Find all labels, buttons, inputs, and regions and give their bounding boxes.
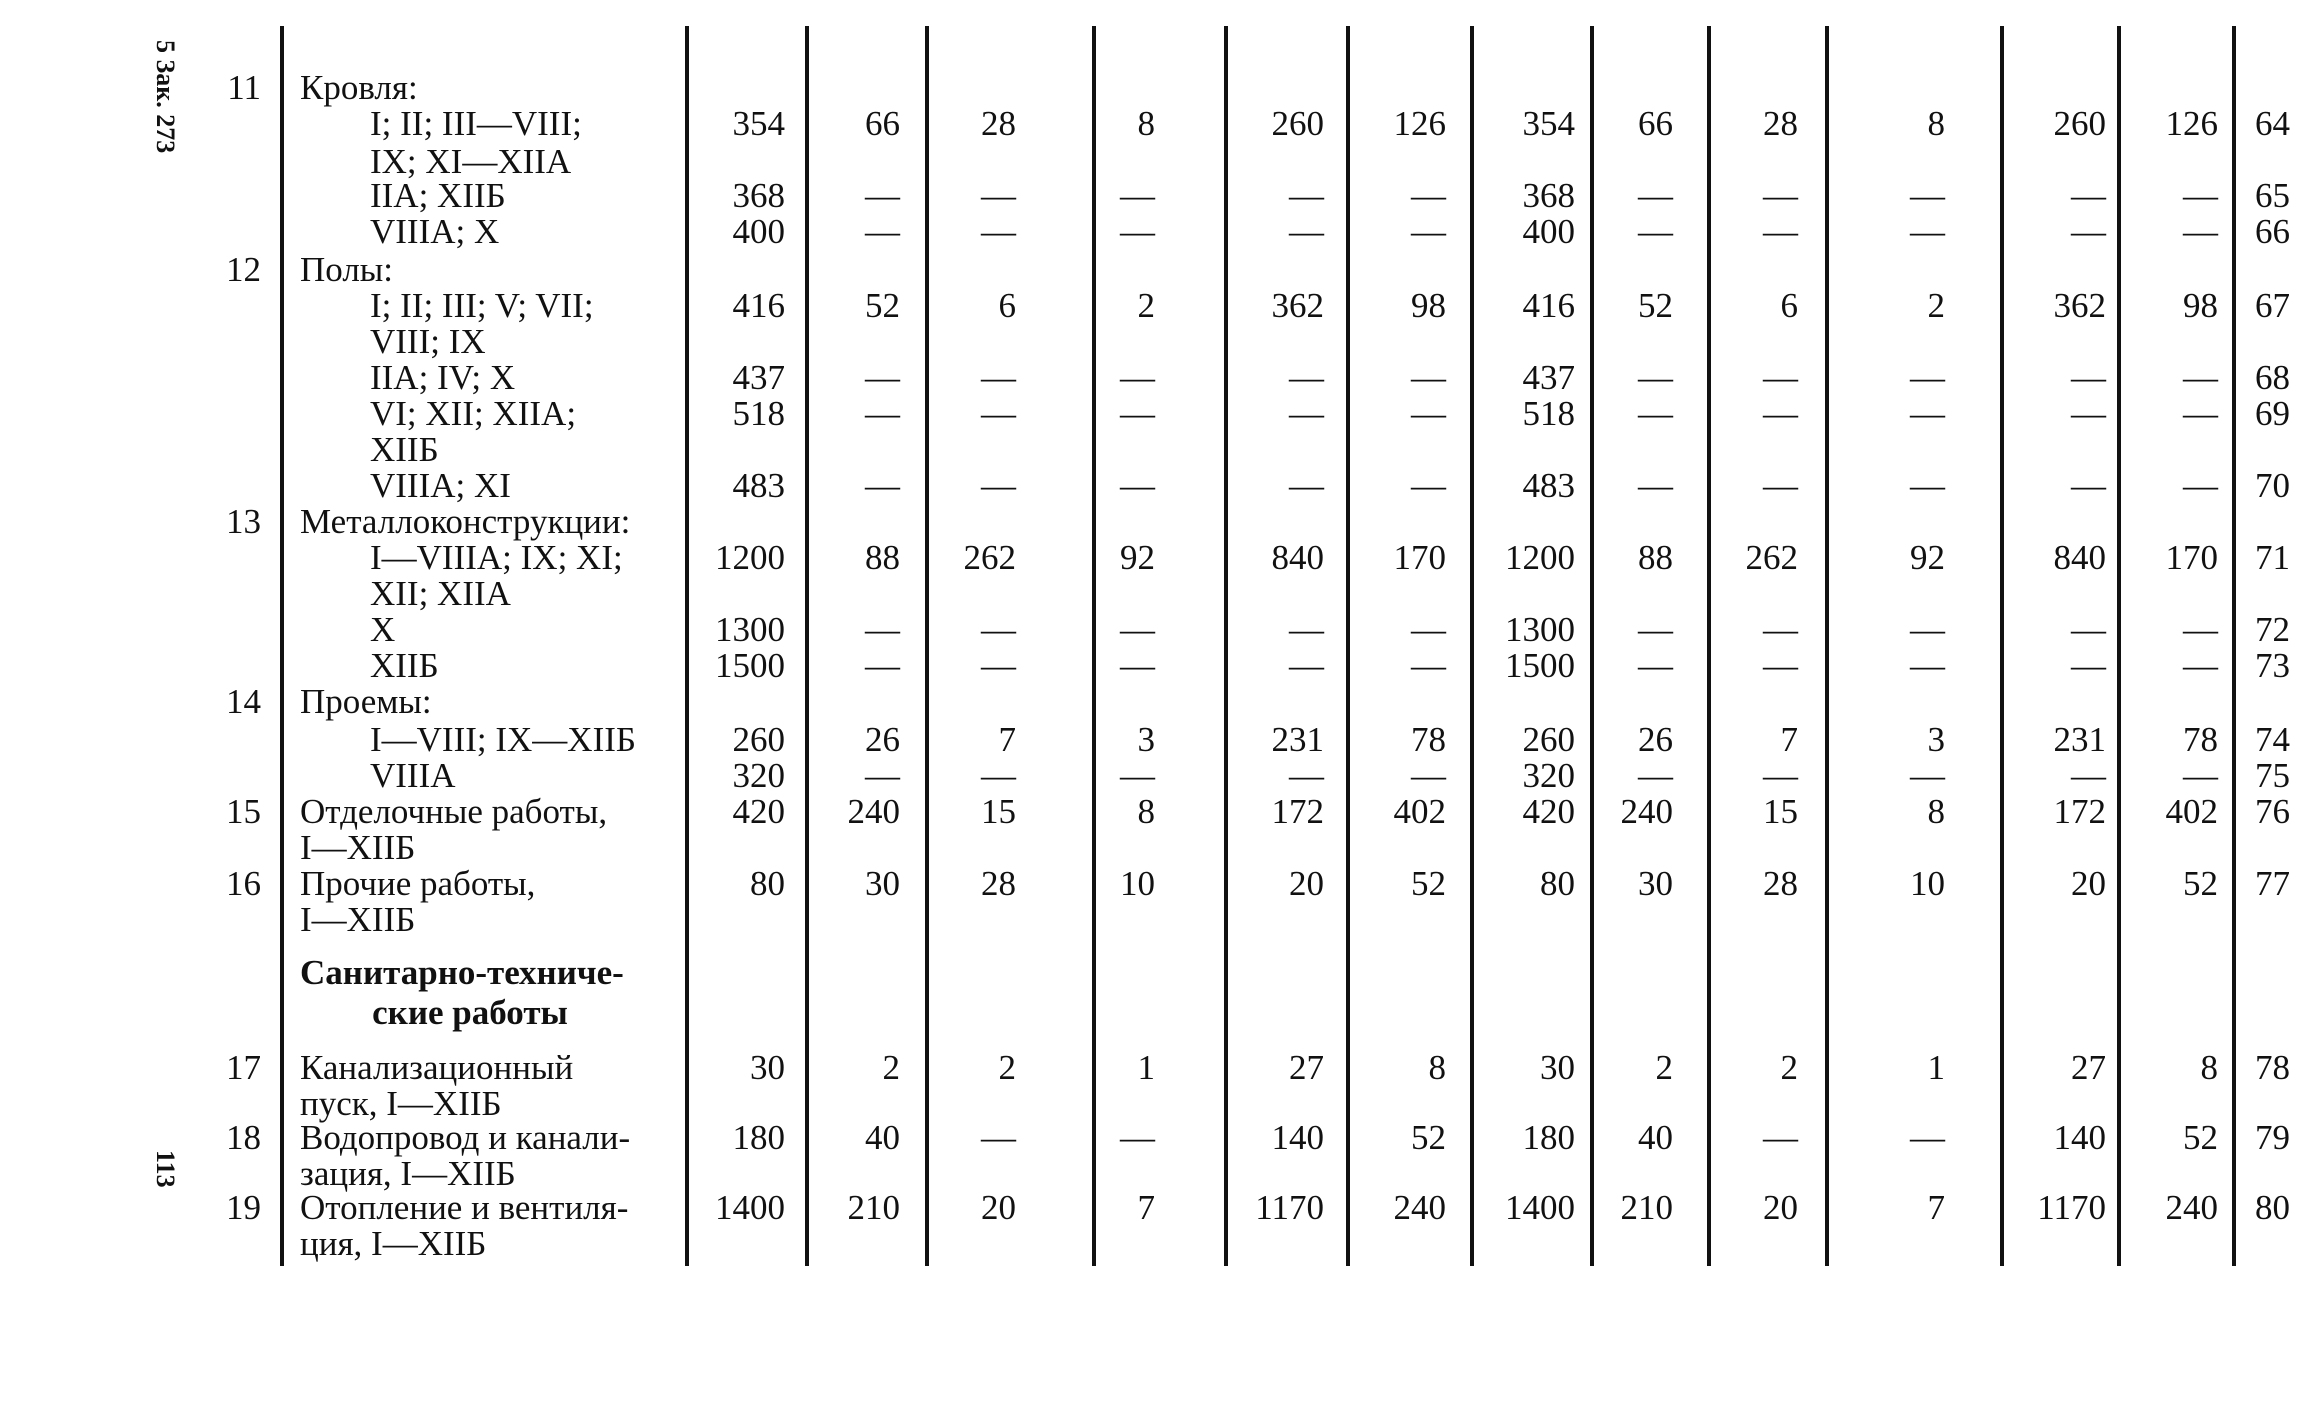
value-cell: 78 (2183, 720, 2218, 759)
value-cell: — (1411, 212, 1446, 251)
value-cell: 66 (1638, 104, 1673, 143)
value-cell: — (1638, 394, 1673, 433)
column-rule (280, 26, 284, 1266)
value-cell: 262 (1745, 538, 1798, 577)
value-cell: 1200 (1505, 538, 1575, 577)
value-cell: 172 (2053, 792, 2106, 831)
value-cell: 26 (1638, 720, 1673, 759)
value-cell: — (2183, 358, 2218, 397)
value-cell: 28 (1763, 864, 1798, 903)
value-cell: 2 (1780, 1048, 1798, 1087)
value-cell: — (1910, 646, 1945, 685)
value-cell: 362 (1271, 286, 1324, 325)
value-cell: 66 (865, 104, 900, 143)
value-cell: 170 (1393, 538, 1446, 577)
value-cell: 8 (1428, 1048, 1446, 1087)
value-cell: — (981, 466, 1016, 505)
value-cell: — (1289, 610, 1324, 649)
value-cell: — (1763, 176, 1798, 215)
value-cell: — (2071, 646, 2106, 685)
value-cell: 52 (2183, 864, 2218, 903)
value-cell: — (1120, 1118, 1155, 1157)
column-rule (1092, 26, 1096, 1266)
value-cell: 368 (1522, 176, 1575, 215)
value-cell: 262 (963, 538, 1016, 577)
value-cell: — (1910, 176, 1945, 215)
column-rule (2000, 26, 2004, 1266)
value-cell: 52 (2183, 1118, 2218, 1157)
value-cell: — (1411, 646, 1446, 685)
value-cell: 126 (2165, 104, 2218, 143)
value-cell: — (1120, 394, 1155, 433)
value-cell: 7 (1927, 1188, 1945, 1227)
value-cell: 98 (2183, 286, 2218, 325)
value-cell: — (981, 212, 1016, 251)
value-cell: — (1638, 756, 1673, 795)
value-cell: — (1910, 756, 1945, 795)
value-cell: 320 (1522, 756, 1575, 795)
value-cell: 20 (981, 1188, 1016, 1227)
value-cell: — (865, 394, 900, 433)
value-cell: 518 (732, 394, 785, 433)
row-number: 11 (227, 68, 261, 107)
work-name: VIIIA; X (370, 212, 500, 251)
value-cell: — (1638, 466, 1673, 505)
value-cell: 1500 (715, 646, 785, 685)
value-cell: — (1289, 756, 1324, 795)
row-code: 80 (2255, 1188, 2290, 1227)
value-cell: — (1910, 1118, 1945, 1157)
work-name: Отделочные работы, (300, 792, 608, 831)
value-cell: — (1763, 358, 1798, 397)
value-cell: 180 (1522, 1118, 1575, 1157)
value-cell: — (1910, 394, 1945, 433)
value-cell: 1200 (715, 538, 785, 577)
work-name: I; II; III—VIII; (370, 104, 582, 143)
work-name: I—VIIIA; IX; XI; (370, 538, 623, 577)
work-name: VIIIA; XI (370, 466, 511, 505)
value-cell: 260 (1522, 720, 1575, 759)
row-code: 72 (2255, 610, 2290, 649)
work-name: XIIБ (370, 430, 439, 469)
column-rule (2232, 26, 2236, 1266)
value-cell: — (981, 610, 1016, 649)
value-cell: 368 (732, 176, 785, 215)
value-cell: 1170 (1255, 1188, 1324, 1227)
value-cell: — (1910, 610, 1945, 649)
value-cell: 20 (2071, 864, 2106, 903)
row-number: 14 (226, 682, 261, 721)
column-rule (1707, 26, 1711, 1266)
value-cell: 172 (1271, 792, 1324, 831)
work-name: I—VIII; IX—XIIБ (370, 720, 636, 759)
value-cell: — (1411, 176, 1446, 215)
value-cell: 210 (847, 1188, 900, 1227)
value-cell: — (865, 176, 900, 215)
value-cell: 1300 (715, 610, 785, 649)
value-cell: — (2183, 212, 2218, 251)
value-cell: 260 (732, 720, 785, 759)
value-cell: 354 (732, 104, 785, 143)
value-cell: 416 (1522, 286, 1575, 325)
row-number: 17 (226, 1048, 261, 1087)
value-cell: — (1289, 358, 1324, 397)
value-cell: — (865, 646, 900, 685)
row-code: 76 (2255, 792, 2290, 831)
work-name: VIII; IX (370, 322, 486, 361)
value-cell: 320 (732, 756, 785, 795)
column-rule (1825, 26, 1829, 1266)
work-name: Канализационный (300, 1048, 574, 1087)
work-name: I; II; III; V; VII; (370, 286, 594, 325)
value-cell: 1 (1927, 1048, 1945, 1087)
value-cell: 28 (981, 864, 1016, 903)
value-cell: 260 (1271, 104, 1324, 143)
value-cell: — (2071, 212, 2106, 251)
value-cell: — (2071, 756, 2106, 795)
value-cell: 840 (2053, 538, 2106, 577)
value-cell: 362 (2053, 286, 2106, 325)
row-code: 66 (2255, 212, 2290, 251)
value-cell: — (981, 646, 1016, 685)
value-cell: — (981, 358, 1016, 397)
value-cell: — (1638, 358, 1673, 397)
value-cell: — (2071, 358, 2106, 397)
value-cell: 20 (1289, 864, 1324, 903)
work-name: Полы: (300, 250, 394, 289)
column-rule (1346, 26, 1350, 1266)
value-cell: — (1638, 610, 1673, 649)
value-cell: — (1120, 358, 1155, 397)
value-cell: 518 (1522, 394, 1575, 433)
value-cell: 28 (981, 104, 1016, 143)
work-name: зация, I—XIIБ (300, 1154, 516, 1193)
value-cell: 354 (1522, 104, 1575, 143)
value-cell: — (1411, 610, 1446, 649)
value-cell: 52 (865, 286, 900, 325)
row-code: 74 (2255, 720, 2290, 759)
value-cell: 10 (1120, 864, 1155, 903)
row-number: 18 (226, 1118, 261, 1157)
row-number: 13 (226, 502, 261, 541)
value-cell: 1300 (1505, 610, 1575, 649)
value-cell: — (865, 358, 900, 397)
value-cell: 7 (998, 720, 1016, 759)
value-cell: 231 (2053, 720, 2106, 759)
value-cell: — (1638, 212, 1673, 251)
value-cell: 402 (2165, 792, 2218, 831)
value-cell: — (1763, 646, 1798, 685)
value-cell: 840 (1271, 538, 1324, 577)
value-cell: 2 (998, 1048, 1016, 1087)
value-cell: 170 (2165, 538, 2218, 577)
value-cell: — (865, 610, 900, 649)
value-cell: 6 (1780, 286, 1798, 325)
value-cell: 240 (2165, 1188, 2218, 1227)
section-heading: Санитарно-техниче- (300, 953, 624, 992)
value-cell: 437 (732, 358, 785, 397)
value-cell: — (981, 1118, 1016, 1157)
value-cell: 28 (1763, 104, 1798, 143)
column-rule (1470, 26, 1474, 1266)
value-cell: — (1120, 176, 1155, 215)
value-cell: — (1763, 212, 1798, 251)
value-cell: — (981, 756, 1016, 795)
value-cell: 88 (865, 538, 900, 577)
value-cell: 180 (732, 1118, 785, 1157)
value-cell: — (1289, 646, 1324, 685)
value-cell: — (981, 176, 1016, 215)
value-cell: 78 (1411, 720, 1446, 759)
value-cell: — (1763, 466, 1798, 505)
value-cell: 140 (2053, 1118, 2106, 1157)
value-cell: 260 (2053, 104, 2106, 143)
value-cell: — (2183, 466, 2218, 505)
value-cell: 420 (732, 792, 785, 831)
value-cell: — (1638, 646, 1673, 685)
value-cell: 2 (1137, 286, 1155, 325)
value-cell: 140 (1271, 1118, 1324, 1157)
work-name: ция, I—XIIБ (300, 1224, 487, 1263)
column-rule (925, 26, 929, 1266)
value-cell: — (1910, 358, 1945, 397)
work-name: IX; XI—XIIA (370, 142, 572, 181)
value-cell: — (2071, 466, 2106, 505)
row-code: 73 (2255, 646, 2290, 685)
value-cell: 1170 (2037, 1188, 2106, 1227)
work-name: Прочие работы, (300, 864, 536, 903)
work-name: IIA; XIIБ (370, 176, 506, 215)
value-cell: 27 (2071, 1048, 2106, 1087)
value-cell: 8 (1927, 792, 1945, 831)
value-cell: 30 (750, 1048, 785, 1087)
row-code: 65 (2255, 176, 2290, 215)
value-cell: 402 (1393, 792, 1446, 831)
value-cell: 210 (1620, 1188, 1673, 1227)
value-cell: 6 (998, 286, 1016, 325)
value-cell: 7 (1780, 720, 1798, 759)
value-cell: — (1120, 646, 1155, 685)
value-cell: 88 (1638, 538, 1673, 577)
row-code: 79 (2255, 1118, 2290, 1157)
value-cell: — (1289, 212, 1324, 251)
value-cell: — (1120, 212, 1155, 251)
value-cell: — (1289, 394, 1324, 433)
value-cell: — (2183, 610, 2218, 649)
value-cell: 2 (882, 1048, 900, 1087)
value-cell: — (1910, 212, 1945, 251)
work-name: X (370, 610, 396, 649)
margin-order-note: 5 Зак. 273 (151, 40, 180, 154)
value-cell: 240 (847, 792, 900, 831)
value-cell: — (2071, 176, 2106, 215)
work-name: XIIБ (370, 646, 439, 685)
value-cell: 52 (1411, 864, 1446, 903)
value-cell: 92 (1120, 538, 1155, 577)
column-rule (805, 26, 809, 1266)
value-cell: — (1910, 466, 1945, 505)
value-cell: 26 (865, 720, 900, 759)
value-cell: — (1411, 466, 1446, 505)
value-cell: 400 (732, 212, 785, 251)
value-cell: — (865, 212, 900, 251)
value-cell: 30 (1540, 1048, 1575, 1087)
value-cell: 3 (1927, 720, 1945, 759)
value-cell: 30 (865, 864, 900, 903)
value-cell: — (2183, 394, 2218, 433)
value-cell: — (1411, 358, 1446, 397)
work-name: IIA; IV; X (370, 358, 516, 397)
row-number: 15 (226, 792, 261, 831)
value-cell: — (2071, 610, 2106, 649)
work-name: Водопровод и канали- (300, 1118, 631, 1157)
value-cell: 40 (865, 1118, 900, 1157)
value-cell: 231 (1271, 720, 1324, 759)
value-cell: 240 (1620, 792, 1673, 831)
value-cell: 1 (1137, 1048, 1155, 1087)
value-cell: 1400 (715, 1188, 785, 1227)
value-cell: — (1411, 756, 1446, 795)
column-rule (1590, 26, 1594, 1266)
work-name: I—XIIБ (300, 900, 416, 939)
row-number: 12 (226, 250, 261, 289)
value-cell: 2 (1655, 1048, 1673, 1087)
value-cell: — (1763, 1118, 1798, 1157)
column-rule (1224, 26, 1228, 1266)
value-cell: 10 (1910, 864, 1945, 903)
row-code: 64 (2255, 104, 2290, 143)
row-code: 67 (2255, 286, 2290, 325)
value-cell: — (2183, 176, 2218, 215)
work-name: Металлоконструкции: (300, 502, 631, 541)
value-cell: 15 (1763, 792, 1798, 831)
row-code: 77 (2255, 864, 2290, 903)
value-cell: 7 (1137, 1188, 1155, 1227)
row-code: 68 (2255, 358, 2290, 397)
value-cell: 15 (981, 792, 1016, 831)
value-cell: — (1120, 466, 1155, 505)
value-cell: — (1638, 176, 1673, 215)
value-cell: 483 (732, 466, 785, 505)
value-cell: 2 (1927, 286, 1945, 325)
value-cell: 3 (1137, 720, 1155, 759)
value-cell: — (1763, 610, 1798, 649)
row-code: 69 (2255, 394, 2290, 433)
work-name: Отопление и вентиля- (300, 1188, 629, 1227)
page-number: 113 (151, 1150, 180, 1188)
value-cell: 420 (1522, 792, 1575, 831)
value-cell: 92 (1910, 538, 1945, 577)
value-cell: 80 (1540, 864, 1575, 903)
value-cell: 52 (1638, 286, 1673, 325)
value-cell: 126 (1393, 104, 1446, 143)
value-cell: 98 (1411, 286, 1446, 325)
value-cell: — (1411, 394, 1446, 433)
value-cell: — (2183, 756, 2218, 795)
row-code: 78 (2255, 1048, 2290, 1087)
value-cell: 8 (1137, 792, 1155, 831)
work-name: Кровля: (300, 68, 418, 107)
value-cell: 437 (1522, 358, 1575, 397)
value-cell: 1500 (1505, 646, 1575, 685)
work-name: XII; XIIA (370, 574, 511, 613)
column-rule (2117, 26, 2121, 1266)
value-cell: — (1289, 176, 1324, 215)
value-cell: — (1289, 466, 1324, 505)
value-cell: 40 (1638, 1118, 1673, 1157)
value-cell: 400 (1522, 212, 1575, 251)
value-cell: 27 (1289, 1048, 1324, 1087)
value-cell: 30 (1638, 864, 1673, 903)
value-cell: 1400 (1505, 1188, 1575, 1227)
value-cell: — (865, 466, 900, 505)
work-name: VIIIA (370, 756, 456, 795)
value-cell: 80 (750, 864, 785, 903)
value-cell: 483 (1522, 466, 1575, 505)
value-cell: 8 (1927, 104, 1945, 143)
value-cell: — (1763, 756, 1798, 795)
value-cell: 8 (2200, 1048, 2218, 1087)
value-cell: 240 (1393, 1188, 1446, 1227)
value-cell: — (981, 394, 1016, 433)
row-code: 70 (2255, 466, 2290, 505)
row-code: 71 (2255, 538, 2290, 577)
row-number: 19 (226, 1188, 261, 1227)
value-cell: 8 (1137, 104, 1155, 143)
value-cell: — (865, 756, 900, 795)
value-cell: 52 (1411, 1118, 1446, 1157)
row-number: 16 (226, 864, 261, 903)
section-heading: ские работы (372, 993, 568, 1032)
work-name: пуск, I—XIIБ (300, 1084, 502, 1123)
value-cell: — (2183, 646, 2218, 685)
work-name: Проемы: (300, 682, 432, 721)
value-cell: — (1763, 394, 1798, 433)
work-name: I—XIIБ (300, 828, 416, 867)
value-cell: 20 (1763, 1188, 1798, 1227)
value-cell: — (2071, 394, 2106, 433)
work-name: VI; XII; XIIA; (370, 394, 577, 433)
value-cell: — (1120, 610, 1155, 649)
row-code: 75 (2255, 756, 2290, 795)
value-cell: 416 (732, 286, 785, 325)
value-cell: — (1120, 756, 1155, 795)
